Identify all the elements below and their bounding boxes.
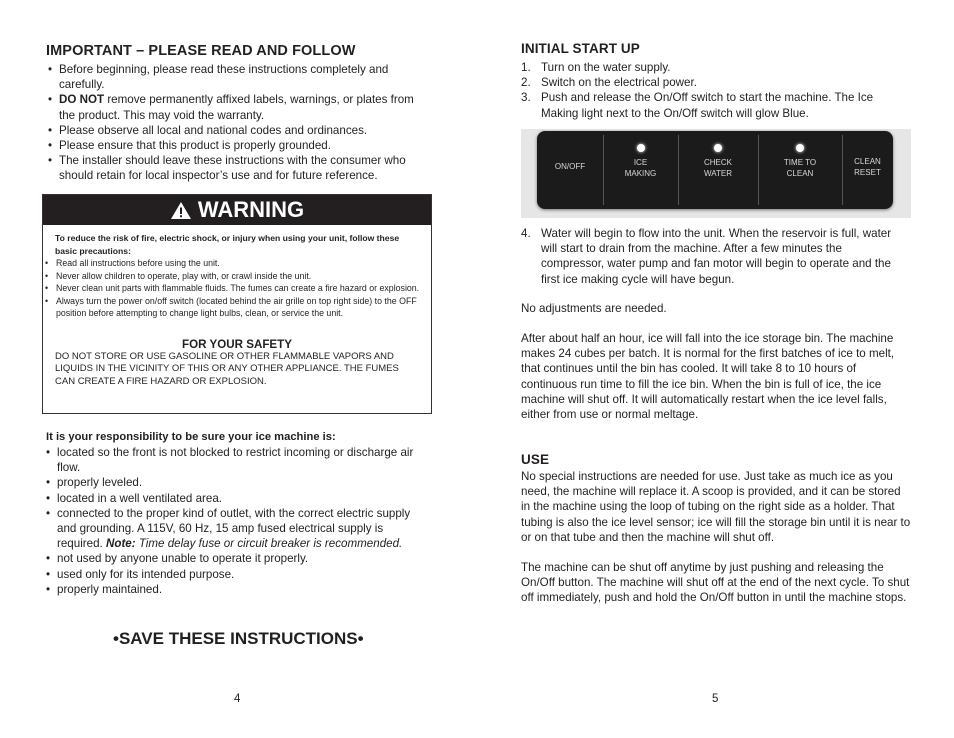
use-heading: USE [521,452,550,467]
list-item: • used only for its intended purpose. [44,567,424,582]
startup-step-4 [521,226,906,287]
warning-title: WARNING [197,197,305,222]
list-item: • Please observe all local and national codes and ordinances. [46,123,416,138]
list-item: • properly leveled. [44,475,424,490]
check-water-led-icon [714,144,722,152]
warning-box [42,194,432,414]
list-item: • located so the front is not blocked to restrict incoming or discharge air flow. [44,445,424,475]
list-item: • not used by anyone unable to operate it properly. [44,551,424,566]
list-item: • Never allow children to operate, play with, or crawl inside the unit. [43,270,431,283]
clean-reset-button: CLEAN RESET [854,157,881,177]
note-text: Time delay fuse or circuit breaker is recommended. [135,537,403,551]
responsibility-list [44,445,424,597]
after-half-hour-paragraph: After about half an hour, ice will fall into the ice storage bin. The machine makes 24 cubes per batch. It is normal for the first batches of ice to melt, that continues until the bin has cooled. It will take 8 to 10 hours of continuous run time to fill the ice bin. When the bin is full of ice, the ice machine will shut off. It will automatically restart when the ice level falls, either from use or normal meltage. [521,332,895,422]
note-label: Note: [105,537,136,551]
list-item: • DO NOT remove permanently affixed labels, warnings, or plates from the product. This may void the warranty. [46,92,416,122]
startup-steps [521,60,901,121]
no-adjustments-text: No adjustments are needed. [521,302,667,315]
warning-triangle-icon [170,201,192,220]
use-paragraph-1: No special instructions are needed for use. Just take as much ice as you need, the machine will replace it. A scoop is provided, and it can be stored in the machine using the loop of tubing on the right side as a holder. That tubing is also the ice level sensor; ice will fill the storage bin until it is near to or on that tube and then the machine will shut off. [521,470,911,544]
list-item: 2. Switch on the electrical power. [521,76,697,90]
control-panel-image [521,129,911,218]
safety-text: DO NOT STORE OR USE GASOLINE OR OTHER FLAMMABLE VAPORS AND LIQUIDS IN THE VICINITY OF THIS OR ANY OTHER APPLIANCE. THE FUMES CAN CREATE A FIRE HAZARD OR EXPLOSION. [55,350,399,387]
warning-header [43,195,431,225]
time-to-clean-led-icon [796,144,804,152]
ice-making-led-icon [637,144,645,152]
time-to-clean-indicator: TIME TO CLEAN [758,131,842,209]
control-panel [537,131,893,209]
list-item: • located in a well ventilated area. [44,491,424,506]
list-item: • Before beginning, please read these instructions completely and carefully. [46,62,416,92]
warning-intro: To reduce the risk of fire, electric shock, or injury when using your unit, follow these basic precautions: [55,233,400,256]
important-heading: IMPORTANT – PLEASE READ AND FOLLOW [46,43,356,59]
list-item: • properly maintained. [44,582,424,597]
initial-start-heading: INITIAL START UP [521,41,640,56]
responsibility-heading: It is your responsibility to be sure your ice machine is: [46,431,336,443]
save-instructions: •SAVE THESE INSTRUCTIONS• [113,629,364,648]
ice-making-indicator: ICE MAKING [603,131,678,209]
list-item: • connected to the proper kind of outlet, with the correct electric supply and grounding. A 115V, 60 Hz, 15 amp fused electrical supply is required. Note: Time delay fuse or circuit breaker is recommended. [44,506,424,552]
important-list [46,62,416,184]
safety-heading: FOR YOUR SAFETY [182,337,292,351]
list-item: 1. Turn on the water supply. [521,61,671,74]
list-item: • Please ensure that this product is properly grounded. [46,138,416,153]
warning-list [43,257,431,320]
list-item: • Read all instructions before using the unit. [43,257,431,270]
list-item: 3. Push and release the On/Off switch to start the machine. The Ice Making light next to the On/Off switch will glow Blue. [521,91,874,120]
use-paragraph-2: The machine can be shut off anytime by just pushing and releasing the On/Off button. The machine will shut off at the end of the next cycle. To shut off immediately, push and hold the On/Off button in until the machine stops. [521,561,910,605]
page-number-left: 4 [234,693,241,705]
list-item: • Never clean unit parts with flammable fluids. The fumes can create a fire hazard or explosion. [43,282,431,295]
page-number-right: 5 [712,693,719,705]
on-off-button: ON/OFF [554,162,586,171]
list-item: • Always turn the power on/off switch (located behind the air grille on top right side) to the OFF position before attempting to change light bulbs, clean, or service the unit. [43,295,431,320]
check-water-indicator: CHECK WATER [678,131,758,209]
list-item: 4. Water will begin to flow into the unit. When the reservoir is full, water will start to drain from the machine. After a few minutes the compressor, water pump and fan motor will begin to operate and the first ice making cycle will have begun. [521,227,892,286]
do-not-emphasis: DO NOT [59,93,105,107]
list-item: • The installer should leave these instructions with the consumer who should retain for local inspector’s use and for future reference. [46,153,416,183]
